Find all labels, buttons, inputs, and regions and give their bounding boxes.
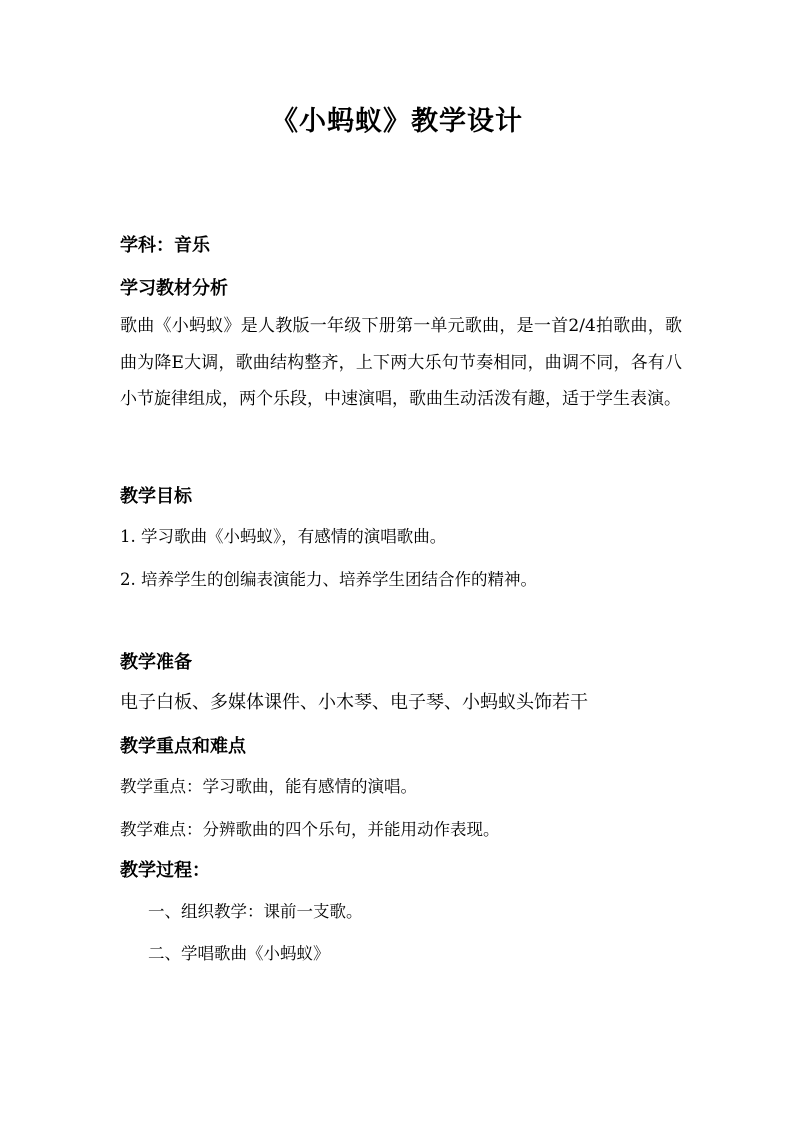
goal-item-2: 2. 培养学生的创编表演能力、培养学生团结合作的精神。 [120,570,537,589]
subject-heading: 学科：音乐 [120,235,210,256]
analysis-heading: 学习教材分析 [120,278,228,299]
goals-heading: 教学目标 [120,486,192,507]
process-step-2: 二、学唱歌曲《小蚂蚁》 [148,944,330,963]
document-title: 《小蚂蚁》教学设计 [271,106,523,137]
process-step-1: 一、组织教学：课前一支歌。 [148,902,363,921]
analysis-paragraph: 歌曲《小蚂蚁》是人教版一年级下册第一单元歌曲，是一首2/4拍歌曲，歌曲为降E大调，歌曲结构整齐，上下两大乐句节奏相同，曲调不同，各有八小节旋律组成，两个乐段，中速演唱，歌曲生动活泼有趣，适于学生表演。 [120,316,682,409]
process-heading: 教学过程： [120,860,210,881]
goal-item-1: 1. 学习歌曲《小蚂蚁》，有感情的演唱歌曲。 [120,527,447,546]
keypoints-heading: 教学重点和难点 [120,736,246,757]
key-focus-text: 教学重点：学习歌曲，能有感情的演唱。 [120,777,417,796]
prep-heading: 教学准备 [120,652,192,673]
prep-text: 电子白板、多媒体课件、小木琴、电子琴、小蚂蚁头饰若干 [120,692,588,713]
key-difficulty-text: 教学难点：分辨歌曲的四个乐句，并能用动作表现。 [120,820,500,839]
